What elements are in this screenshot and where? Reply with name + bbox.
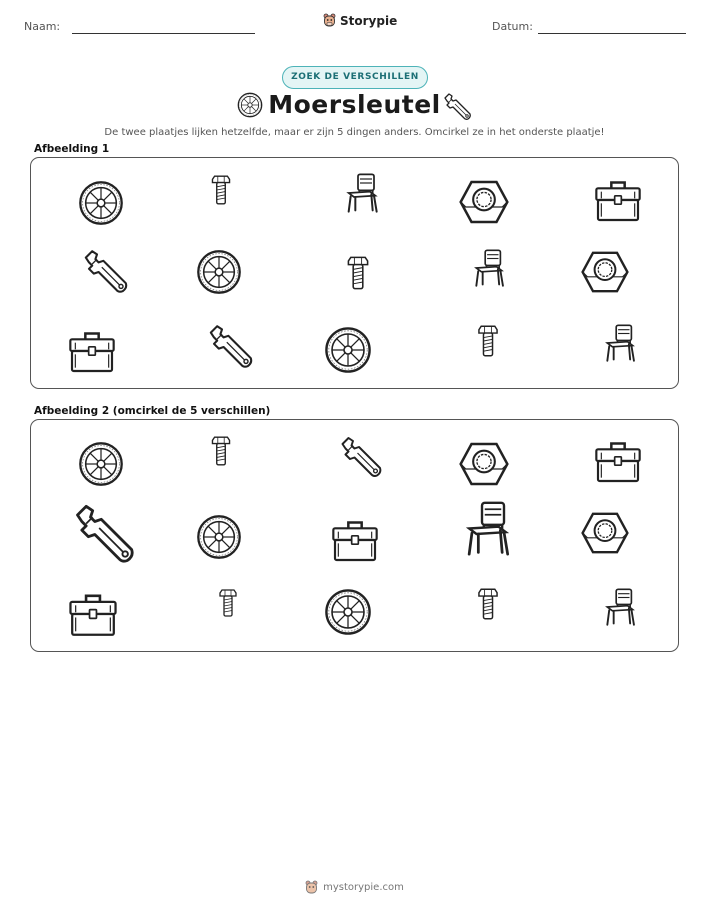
picture2-label: Afbeelding 2 (omcirkel de 5 verschillen) <box>34 405 271 417</box>
brand-name: Storypie <box>340 13 398 28</box>
footer <box>0 880 709 895</box>
toolbox-icon[interactable] <box>330 515 380 565</box>
wrench-icon[interactable] <box>338 435 383 480</box>
name-field[interactable] <box>72 33 255 34</box>
activity-badge: ZOEK DE VERSCHILLEN <box>282 66 428 89</box>
toolbox-icon <box>593 175 643 225</box>
wheel-icon[interactable] <box>324 588 372 636</box>
wrench-icon <box>442 92 472 122</box>
name-label: Naam: <box>24 20 61 33</box>
brand-logo <box>323 13 397 28</box>
toolbox-icon[interactable] <box>593 436 643 486</box>
page-title: Moersleutel <box>268 90 441 119</box>
date-label: Datum: <box>492 20 533 33</box>
nut-icon <box>581 248 629 296</box>
toolbox-icon[interactable] <box>67 588 119 640</box>
chair-icon[interactable] <box>460 501 515 556</box>
bolt-icon <box>340 255 376 291</box>
picture1-panel <box>30 157 679 389</box>
wheel-icon[interactable] <box>78 441 124 487</box>
footer-url: mystorypie.com <box>323 882 404 893</box>
toolbox-icon <box>67 326 117 376</box>
chair-icon[interactable] <box>601 588 639 626</box>
bolt-icon <box>205 174 237 206</box>
bolt-icon[interactable] <box>205 435 237 467</box>
chair-icon <box>470 249 508 287</box>
picture1-label: Afbeelding 1 <box>34 143 110 155</box>
nut-icon[interactable] <box>459 439 509 489</box>
storypie-mascot-icon <box>323 13 336 28</box>
chair-icon <box>342 173 382 213</box>
title-row <box>0 90 709 119</box>
picture2-panel[interactable] <box>30 419 679 652</box>
nut-icon <box>459 177 509 227</box>
chair-icon <box>601 324 639 362</box>
wheel-icon <box>324 326 372 374</box>
bolt-icon <box>471 324 505 358</box>
wheel-icon[interactable] <box>196 514 242 560</box>
nut-icon[interactable] <box>581 509 629 557</box>
bolt-icon[interactable] <box>471 587 505 621</box>
storypie-mascot-icon <box>305 880 318 895</box>
bolt-icon[interactable] <box>213 588 243 618</box>
date-field[interactable] <box>538 33 686 34</box>
wrench-icon <box>81 248 129 296</box>
wheel-icon <box>196 249 242 295</box>
instructions: De twee plaatjes lijken hetzelfde, maar er zijn 5 dingen anders. Omcirkel ze in het onderste plaatje! <box>104 127 605 138</box>
wrench-icon <box>206 323 254 371</box>
wheel-icon <box>78 180 124 226</box>
wrench-icon[interactable] <box>71 502 136 567</box>
